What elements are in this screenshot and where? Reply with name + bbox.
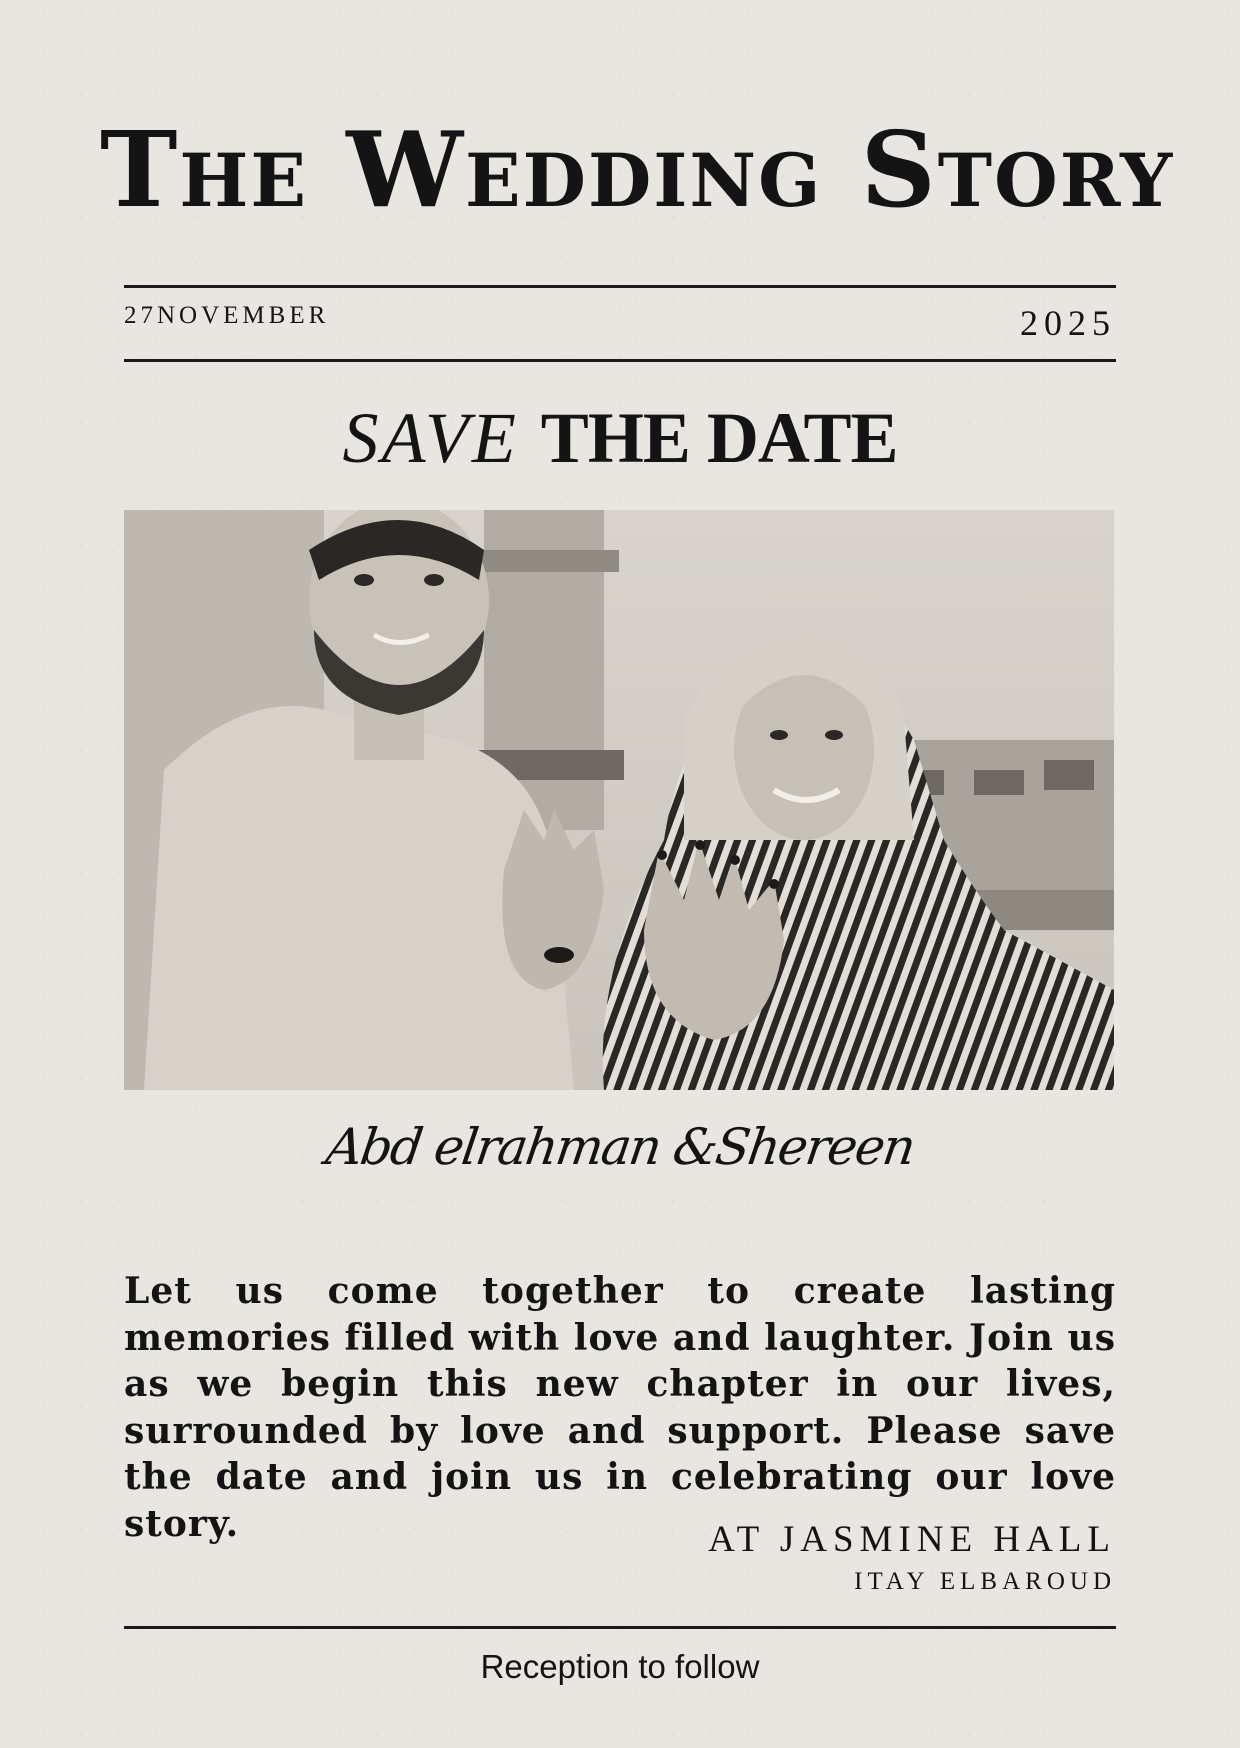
- venue-city: ITAY ELBAROUD: [854, 1568, 1116, 1595]
- page-title: The Wedding Story: [100, 108, 1175, 231]
- the-date-words: THE DATE: [540, 398, 898, 478]
- invitation-message: Let us come together to create lasting memories filled with love and laughter. Join us as we begin this new chapter in our lives, surrounded by love and support. Please save the date and join us in celebrating our love story.: [124, 1270, 1116, 1545]
- reception-note: Reception to follow: [480, 1648, 760, 1685]
- date-year: 2025: [1020, 303, 1116, 343]
- date-divider: [124, 359, 1116, 362]
- date-day-month: 27NOVEMBER: [124, 302, 330, 329]
- save-the-date-heading: [124, 398, 1116, 478]
- venue-name: AT JASMINE HALL: [708, 1519, 1116, 1560]
- save-word: SAVE: [342, 398, 519, 478]
- top-divider: [124, 285, 1116, 288]
- bottom-divider: [124, 1626, 1116, 1629]
- couple-photo: [124, 510, 1114, 1090]
- couple-names: Abd elrahman &Shereen: [322, 1118, 918, 1176]
